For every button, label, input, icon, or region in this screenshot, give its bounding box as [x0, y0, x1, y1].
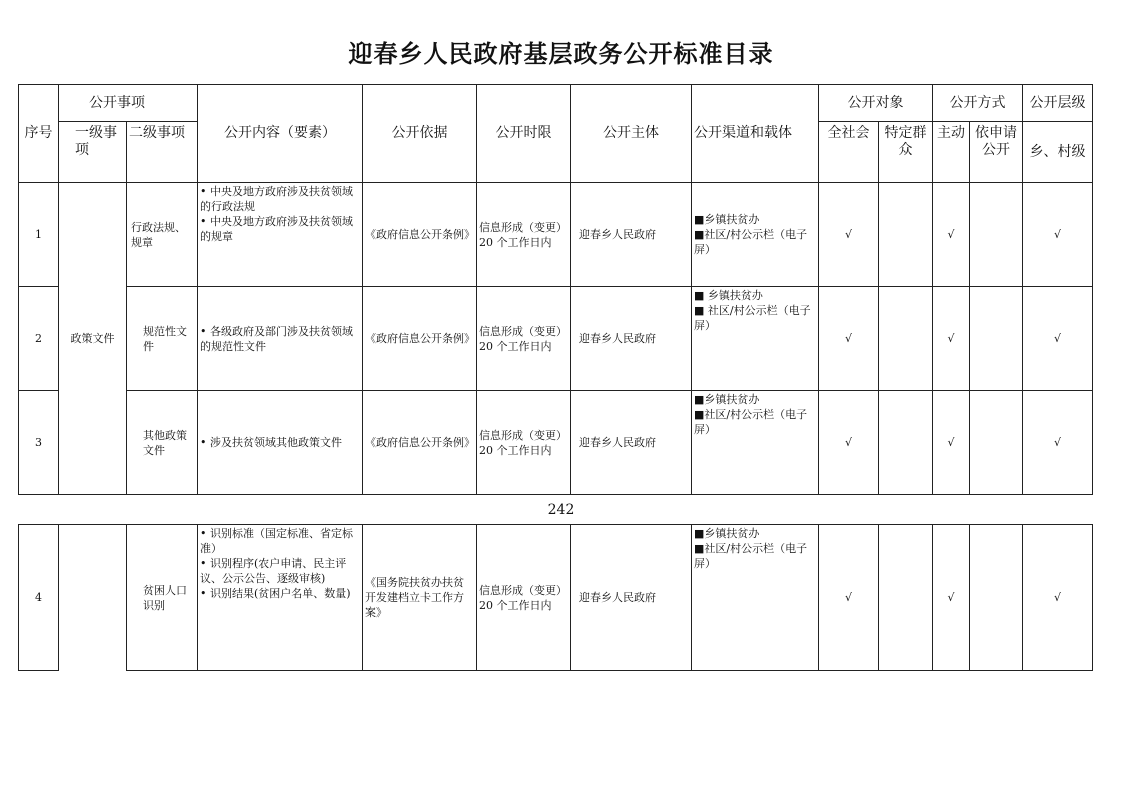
row-target-all: √	[819, 183, 879, 287]
row-subject: 迎春乡人民政府	[571, 183, 692, 287]
channel-line: ■乡镇扶贫办	[694, 527, 760, 540]
row-time-limit: 信息形成（变更） 20 个工作日内	[477, 525, 571, 671]
row-target-all: √	[819, 287, 879, 391]
header-level-value: 乡、村级	[1023, 122, 1093, 183]
row-channel	[692, 287, 819, 391]
channel-line: ■社区/村公示栏（电子屏）	[694, 228, 808, 256]
row-channel	[692, 525, 819, 671]
row-level2: 规范性文件	[127, 287, 198, 391]
table-row	[19, 525, 1093, 671]
content-line: • 中央及地方政府涉及扶贫领域的规章	[200, 215, 353, 243]
header-target-all: 全社会	[819, 122, 879, 183]
row-seq: 4	[19, 525, 59, 671]
row-subject: 迎春乡人民政府	[571, 287, 692, 391]
row-level: √	[1023, 287, 1093, 391]
page-number: 242	[547, 502, 575, 518]
content-line: • 识别标准（国定标准、省定标准）	[200, 527, 353, 555]
header-method-active: 主动	[933, 122, 970, 183]
header-basis: 公开依据	[363, 85, 477, 183]
row-level2: 其他政策文件	[127, 391, 198, 495]
header-method-request: 依申请公开	[970, 122, 1023, 183]
header-subject: 公开主体	[571, 85, 692, 183]
row-basis: 《政府信息公开条例》	[363, 183, 477, 287]
row-time-limit: 信息形成（变更） 20 个工作日内	[477, 391, 571, 495]
row-content	[198, 391, 363, 495]
row-target-specific	[879, 287, 933, 391]
channel-line: ■社区/村公示栏（电子屏）	[694, 542, 808, 570]
row-method-request	[970, 391, 1023, 495]
row-seq: 3	[19, 391, 59, 495]
header-time-limit: 公开时限	[477, 85, 571, 183]
table-row	[19, 183, 1093, 287]
header-channel: 公开渠道和载体	[692, 85, 819, 183]
row-time-limit: 信息形成（变更） 20 个工作日内	[477, 183, 571, 287]
row-time-limit: 信息形成（变更） 20 个工作日内	[477, 287, 571, 391]
content-line: • 识别程序(农户申请、民主评议、公示公告、逐级审核)	[200, 557, 347, 585]
row-content	[198, 287, 363, 391]
header-level2: 二级事项	[127, 122, 198, 183]
channel-line: ■ 社区/村公示栏（电子屏）	[694, 304, 811, 332]
row-subject: 迎春乡人民政府	[571, 525, 692, 671]
content-line: • 识别结果(贫困户名单、数量)	[200, 587, 351, 600]
header-items: 公开事项	[59, 85, 198, 122]
header-level: 公开层级	[1023, 85, 1093, 122]
row-level2: 行政法规、规章	[127, 183, 198, 287]
category-cell-empty	[59, 525, 127, 671]
row-method-request	[970, 525, 1023, 671]
header-content: 公开内容（要素）	[198, 85, 363, 183]
header-seq: 序号	[19, 85, 59, 183]
channel-line: ■社区/村公示栏（电子屏）	[694, 408, 808, 436]
row-content	[198, 183, 363, 287]
row-basis: 《国务院扶贫办扶贫开发建档立卡工作方案》	[363, 525, 477, 671]
row-subject: 迎春乡人民政府	[571, 391, 692, 495]
page-title: 迎春乡人民政府基层政务公开标准目录	[348, 39, 774, 68]
row-method-active: √	[933, 391, 970, 495]
row-basis: 《政府信息公开条例》	[363, 391, 477, 495]
header-level1: 一级事项	[59, 122, 127, 183]
content-line: • 中央及地方政府涉及扶贫领域的行政法规	[200, 185, 353, 213]
table-row	[19, 287, 1093, 391]
header-method: 公开方式	[933, 85, 1023, 122]
row-seq: 1	[19, 183, 59, 287]
row-target-specific	[879, 183, 933, 287]
channel-line: ■ 乡镇扶贫办	[694, 289, 763, 302]
header-target-specific: 特定群众	[879, 122, 933, 183]
row-target-all: √	[819, 525, 879, 671]
row-target-all: √	[819, 391, 879, 495]
channel-line: ■乡镇扶贫办	[694, 213, 760, 226]
row-channel	[692, 183, 819, 287]
row-method-active: √	[933, 183, 970, 287]
channel-line: ■乡镇扶贫办	[694, 393, 760, 406]
row-method-request	[970, 183, 1023, 287]
row-level: √	[1023, 183, 1093, 287]
row-basis: 《政府信息公开条例》	[363, 287, 477, 391]
row-method-active: √	[933, 287, 970, 391]
catalog-table-lower	[18, 524, 1093, 671]
row-target-specific	[879, 525, 933, 671]
catalog-table-upper	[18, 84, 1093, 495]
row-method-active: √	[933, 525, 970, 671]
row-level: √	[1023, 525, 1093, 671]
row-level2: 贫困人口识别	[127, 525, 198, 671]
content-line: • 涉及扶贫领域其他政策文件	[200, 436, 342, 449]
row-method-request	[970, 287, 1023, 391]
row-target-specific	[879, 391, 933, 495]
row-level: √	[1023, 391, 1093, 495]
header-target: 公开对象	[819, 85, 933, 122]
category-cell: 政策文件	[59, 183, 127, 495]
row-channel	[692, 391, 819, 495]
row-seq: 2	[19, 287, 59, 391]
table-row	[19, 391, 1093, 495]
row-content	[198, 525, 363, 671]
content-line: • 各级政府及部门涉及扶贫领域的规范性文件	[200, 324, 353, 353]
